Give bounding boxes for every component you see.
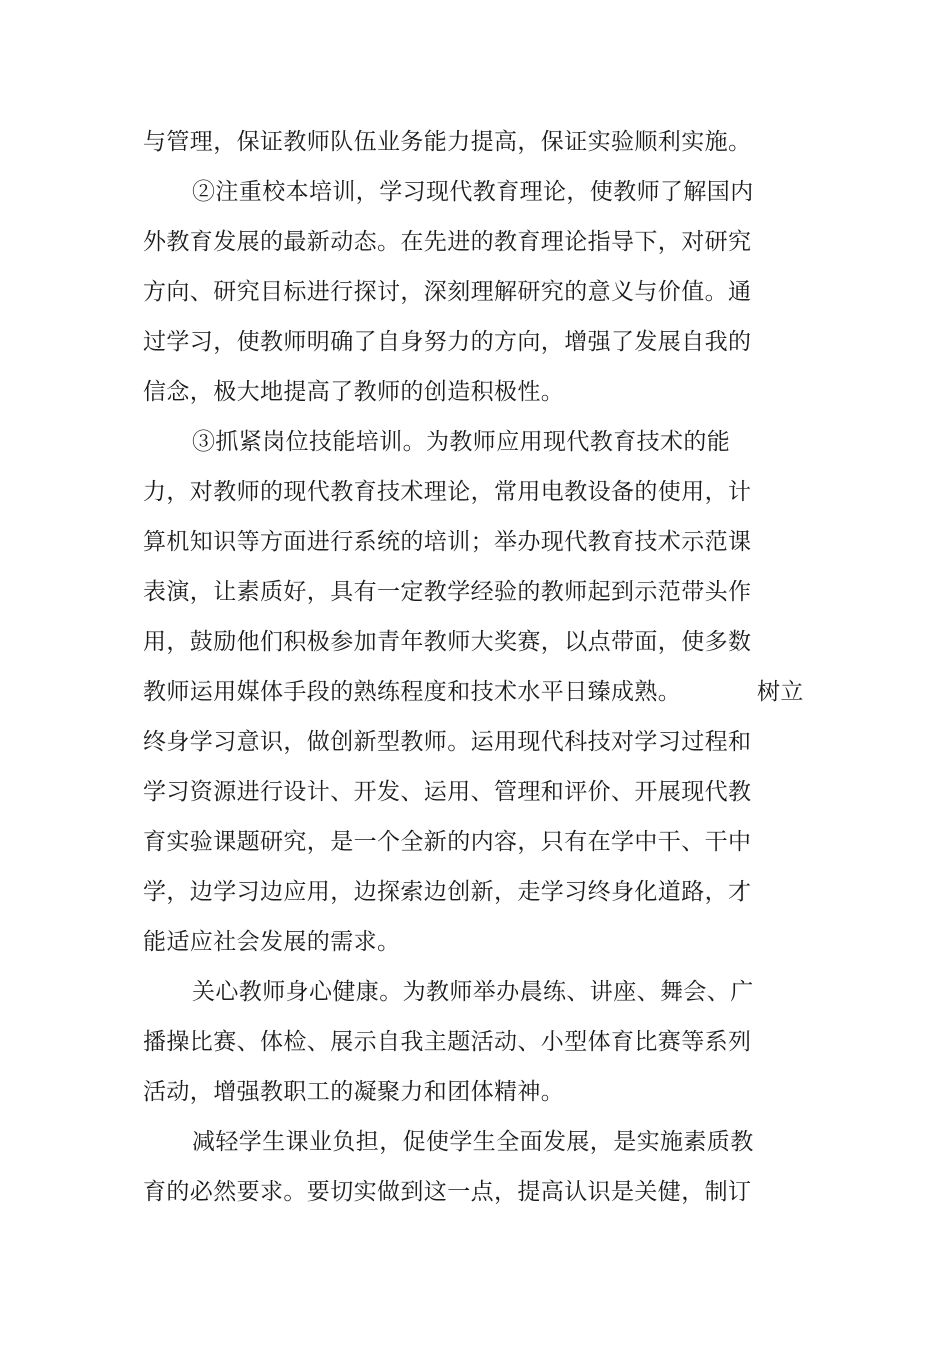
text-line: 算机知识等方面进行系统的培训；举办现代教育技术示范课	[143, 529, 752, 555]
text-line: 外教育发展的最新动态。在先进的教育理论指导下，对研究	[143, 229, 752, 255]
text-line: 信念，极大地提高了教师的创造积极性。	[143, 379, 565, 405]
paragraph-start: ③抓紧岗位技能培训。为教师应用现代教育技术的能	[192, 429, 731, 455]
text-line: 过学习，使教师明确了自身努力的方向，增强了发展自我的	[143, 329, 752, 355]
paragraph-start: 减轻学生课业负担，促使学生全面发展，是实施素质教	[192, 1129, 754, 1155]
paragraph-start: ②注重校本培训，学习现代教育理论，使教师了解国内	[192, 179, 754, 205]
text-line: 教师运用媒体手段的熟练程度和技术水平日臻成熟。	[143, 679, 682, 705]
text-line: 播操比赛、体检、展示自我主题活动、小型体育比赛等系列	[143, 1029, 752, 1055]
text-line: 学，边学习边应用，边探索边创新，走学习终身化道路，才	[143, 879, 752, 905]
text-line: 与管理，保证教师队伍业务能力提高，保证实验顺利实施。	[143, 129, 752, 155]
text-line: 学习资源进行设计、开发、运用、管理和评价、开展现代教	[143, 779, 752, 805]
margin-note: 树立	[757, 679, 804, 705]
text-line: 育的必然要求。要切实做到这一点，提高认识是关健，制订	[143, 1179, 752, 1205]
paragraph-start: 关心教师身心健康。为教师举办晨练、讲座、舞会、广	[192, 979, 754, 1005]
text-line: 终身学习意识，做创新型教师。运用现代科技对学习过程和	[143, 729, 752, 755]
text-line: 活动，增强教职工的凝聚力和团体精神。	[143, 1079, 565, 1105]
text-line: 能适应社会发展的需求。	[143, 929, 401, 955]
text-line: 用，鼓励他们积极参加青年教师大奖赛，以点带面，使多数	[143, 629, 752, 655]
text-line: 力，对教师的现代教育技术理论，常用电教设备的使用，计	[143, 479, 752, 505]
text-line: 表演，让素质好，具有一定教学经验的教师起到示范带头作	[143, 579, 752, 605]
text-line: 育实验课题研究，是一个全新的内容，只有在学中干、干中	[143, 829, 752, 855]
text-line: 方向、研究目标进行探讨，深刻理解研究的意义与价值。通	[143, 279, 752, 305]
